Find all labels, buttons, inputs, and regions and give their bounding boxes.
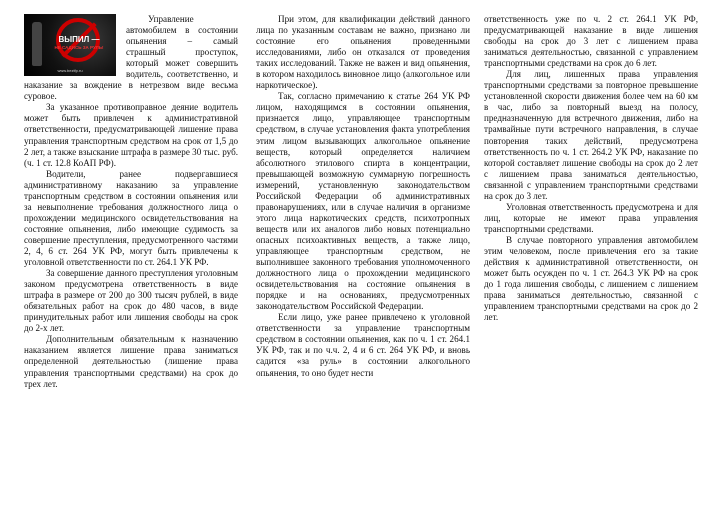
column-2	[256, 14, 470, 379]
logo-subline: НЕ САДИСЬ ЗА РУЛЬ!	[54, 45, 104, 50]
paragraph: За совершение данного преступления уголовным законом предусмотрена ответственность в виде штрафа в размере от 200 до 300 тысяч рублей, в виде обязательных работ на срок до 480 часов, в виде принудительных работ или лишения свободы на срок до 2-х лет.	[24, 268, 238, 334]
paragraph: ответственность уже по ч. 2 ст. 264.1 УК РФ, предусматривающей наказание в виде лишения свободы на срок до 3 лет с лишением права заниматься деятельностью, связанной с управлением транспортными средствами на срок до 6 лет.	[484, 14, 698, 69]
column-3	[484, 14, 698, 323]
bottle-icon	[32, 22, 42, 66]
paragraph: Водители, ранее подвергавшиеся административному наказанию за управление транспортным средством в состоянии опьянения или за невыполнение требования должностного лица о прохождении медицинского освидетельствования на состояние опьянения, либо имеющие судимость за совершение преступления, предусмотренного частями 2, 4, 6 ст. 264 УК РФ, могут быть привлечены к уголовной ответственности по ст. 264.1 УК РФ.	[24, 168, 238, 268]
paragraph: При этом, для квалификации действий данного лица по указанным составам не важно, признано ли состояние его опьянения проведенными исследованиями, либо он отказался от проведения таких исследований. Также не важен и вид опьянения, в котором находилось виновное лицо (алкогольное или наркотическое).	[256, 14, 470, 91]
logo-headline: ВЫПИЛ —	[58, 35, 100, 44]
logo-caption: www.beztfp.ru	[57, 68, 83, 73]
paragraph: Дополнительным обязательным к назначению наказанием является лишение права заниматься определенной деятельностью (лишение права управления транспортными средствами) на срок до трех лет.	[24, 334, 238, 389]
paragraph: Для лиц, лишенных права управления транспортными средствами за повторное превышение установленной скорости движения более чем на 60 км в час, либо за повторный выезд на полосу, предназначенную для встречного движения, либо на трамвайные пути встречного направления, в случае повторения таких действий, предусмотрена ответственность по ч. 1 ст. 264.2 УК РФ, наказание по которой составляет лишение свободы на срок до 2 лет с лишением права заниматься деятельностью, связанной с управлением транспортными средствами на срок до 3 лет.	[484, 69, 698, 201]
paragraph: В случае повторного управления автомобилем этим человеком, после привлечения его за такие действия к административной ответственности, он может быть осужден по ч. 1 ст. 264.3 УК РФ на срок до 1 года лишения свободы, с лишением с лишением права заниматься деятельностью, связанной с управлением транспортными средствами на срок до 2 лет.	[484, 234, 698, 323]
paragraph: За указанное противоправное деяние водитель может быть привлечен к административной ответственности, предусматривающей лишение права управления транспортным средством на срок от 1,5 до 2 лет, а также взыскание штрафа в размере 30 тыс. руб. (ч. 1 ст. 12.8 КоАП РФ).	[24, 102, 238, 168]
drunk-driving-logo	[24, 14, 116, 76]
paragraph: Управление автомобилем в состоянии опьянения – самый страшный проступок, который может совершить водитель, соответственно, и наказание за вождение в нетрезвом виде весьма суровое.	[24, 14, 238, 102]
paragraph: Уголовная ответственность предусмотрена и для лиц, которые не имеют права управления транспортными средствами.	[484, 201, 698, 234]
column-1	[24, 14, 238, 390]
paragraph: Если лицо, уже ранее привлечено к уголовной ответственности за управление транспортным средством в состоянии опьянения, как по ч. 1 ст. 264.1 УК РФ, так и по ч.ч. 2, 4 и 6 ст. 264 УК РФ, и вновь садится «за руль» в состоянии алкогольного опьянения, то оно будет нести	[256, 312, 470, 378]
paragraph: Так, согласно примечанию к статье 264 УК РФ лицом, находящимся в состоянии опьянения, признается лицо, управляющее транспортным средством, в случае установления факта употребления этим лицом вызывающих алкогольное опьянение веществ, который определяется наличием абсолютного этилового спирта в концентрации, превышающей возможную суммарную погрешность измерений, установленную законодательством Российской Федерации об административных правонарушениях, или в случае наличия в организме этого лица наркотических средств, психотропных веществ или их аналогов либо новых потенциально опасных психоактивных веществ, а также лицо, управляющее транспортным средством, не выполнившее законного требования уполномоченного должностного лица о прохождении медицинского освидетельствования на состояние опьянения в порядке и на основаниях, предусмотренных законодательством Российской Федерации.	[256, 91, 470, 312]
